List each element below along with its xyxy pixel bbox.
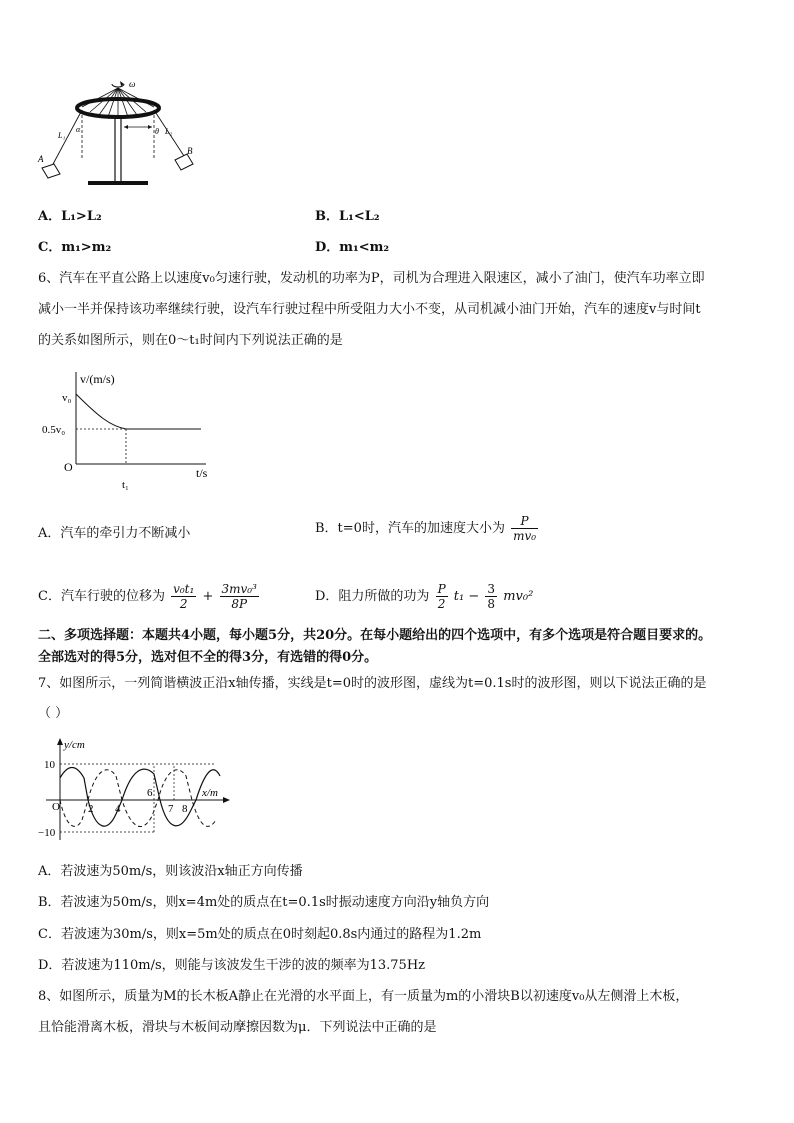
q7-option-d[interactable]: D．若波速为110m/s，则能与该波发生干涉的波的频率为13.75Hz xyxy=(38,958,426,973)
q6-option-c-fraction2: $\frac{\text{3mv₀³}}{8P}$ xyxy=(221,582,257,611)
label-alpha: α xyxy=(76,125,81,134)
omega-label: ω xyxy=(129,79,136,89)
velocity-curve xyxy=(76,394,201,429)
label-A: A xyxy=(38,154,44,164)
q6-option-a[interactable]: A．汽车的牵引力不断减小 xyxy=(38,526,191,541)
q6-option-c-fraction1: $\frac{\text{v₀t₁}}{2}$ xyxy=(173,582,195,611)
q7-stem-line1: 7、如图所示，一列简谐横波正沿x轴传播，实线是t=0时的波形图，虚线为t=0.1s时的波形图，则以下说法正确的是 xyxy=(38,676,707,691)
x-tick-2: 2 xyxy=(88,803,94,815)
q8-stem-line1: 8、如图所示，质量为M的长木板A静止在光滑的水平面上，有一质量为m的小滑块B以初速度v₀从左侧滑上木板， xyxy=(38,989,689,1004)
q7-stem-line2: （ ） xyxy=(38,706,69,721)
q6-option-d[interactable]: D．阻力所做的功为 $\frac{P}{2}$ t₁ − $\frac{3}{8}$ mv₀² xyxy=(315,582,534,611)
q6-option-d-fraction1: $\frac{P}{2}$ xyxy=(437,582,446,611)
q6-option-d-text: D．阻力所做的功为 xyxy=(315,589,430,604)
x-axis-label: x/m xyxy=(202,787,218,799)
x-tick-4: 4 xyxy=(115,803,121,815)
y-axis-label: y/cm xyxy=(64,739,85,751)
q7-option-a[interactable]: A．若波速为50m/s，则该波沿x轴正方向传播 xyxy=(38,864,303,879)
q6-option-c[interactable]: C．汽车行驶的位移为 $\frac{\text{v₀t₁}}{2}$ + $\frac{\text{3mv₀³}}{8P}$ xyxy=(38,582,257,611)
q5-option-c[interactable]: C．m₁>m₂ xyxy=(38,240,112,255)
q7-option-c[interactable]: C．若波速为30m/s，则x=5m处的质点在0时刻起0.8s内通过的路程为1.2m xyxy=(38,927,482,942)
label-B: B xyxy=(187,146,193,156)
q6-stem-line2: 减小一半并保持该功率继续行驶，设汽车行驶过程中所受阻力大小不变，从司机减小油门开始，汽车的速度v与时间t xyxy=(38,302,701,317)
y-bottom-tick: −10 xyxy=(38,827,56,839)
x-tick-6: 6 xyxy=(147,787,153,799)
q6-option-d-fraction2: $\frac{3}{8}$ xyxy=(487,582,496,611)
wave-solid-t0 xyxy=(60,768,220,827)
label-L1: L₁ xyxy=(58,131,66,140)
half-v0-tick-label: 0.5v₀ xyxy=(42,424,66,436)
q6-option-b[interactable] xyxy=(315,514,540,543)
label-theta: θ xyxy=(155,127,159,136)
v0-tick-label: v₀ xyxy=(62,392,72,404)
rotating-ring-figure xyxy=(36,74,216,192)
wave-dashed-t01 xyxy=(60,770,216,827)
q6-option-c-text: C．汽车行驶的位移为 xyxy=(38,589,165,604)
q6-stem-line1: 6、汽车在平直公路上以速度v₀匀速行驶，发动机的功率为P，司机为合理进入限速区，减小了油门，使汽车功率立即 xyxy=(38,271,705,286)
base xyxy=(88,181,148,185)
q6-option-b-fraction: $\frac{P}{\text{mv₀}}$ xyxy=(513,514,537,543)
y-top-tick: 10 xyxy=(44,759,55,771)
wave-graph xyxy=(36,736,236,848)
section2-instructions-line2: 全部选对的得5分，选对但不全的得3分，有选错的得0分。 xyxy=(38,650,378,665)
q5-option-b[interactable]: B．L₁<L₂ xyxy=(315,209,380,224)
label-L2: L₂ xyxy=(165,127,173,136)
q8-stem-line2: 且恰能滑离木板，滑块与木板间动摩擦因数为μ．下列说法中正确的是 xyxy=(38,1020,437,1035)
velocity-time-graph xyxy=(36,364,226,494)
origin-label: O xyxy=(52,801,60,813)
q6-option-b-text: B．t=0时，汽车的加速度大小为 xyxy=(315,521,505,536)
q5-option-d[interactable]: D．m₁<m₂ xyxy=(315,240,390,255)
mass-B xyxy=(175,154,193,170)
v-axis-label: v/(m/s) xyxy=(80,372,115,386)
t1-tick-label: t₁ xyxy=(122,479,129,491)
x-tick-7: 7 xyxy=(168,803,174,815)
q6-stem-line3: 的关系如图所示，则在0～t₁时间内下列说法正确的是 xyxy=(38,333,343,348)
q7-option-b[interactable]: B．若波速为50m/s，则x=4m处的质点在t=0.1s时振动速度方向沿y轴负方向 xyxy=(38,895,490,910)
x-tick-8: 8 xyxy=(182,803,188,815)
t-axis-label: t/s xyxy=(196,466,208,480)
section2-instructions-line1: 二、多项选择题：本题共4小题，每小题5分，共20分。在每小题给出的四个选项中，有多个选项是符合题目要求的。 xyxy=(38,628,712,643)
origin-label: O xyxy=(64,460,73,474)
string-L1 xyxy=(52,110,82,166)
q5-option-a[interactable]: A．L₁>L₂ xyxy=(38,209,102,224)
mass-A xyxy=(42,164,60,178)
